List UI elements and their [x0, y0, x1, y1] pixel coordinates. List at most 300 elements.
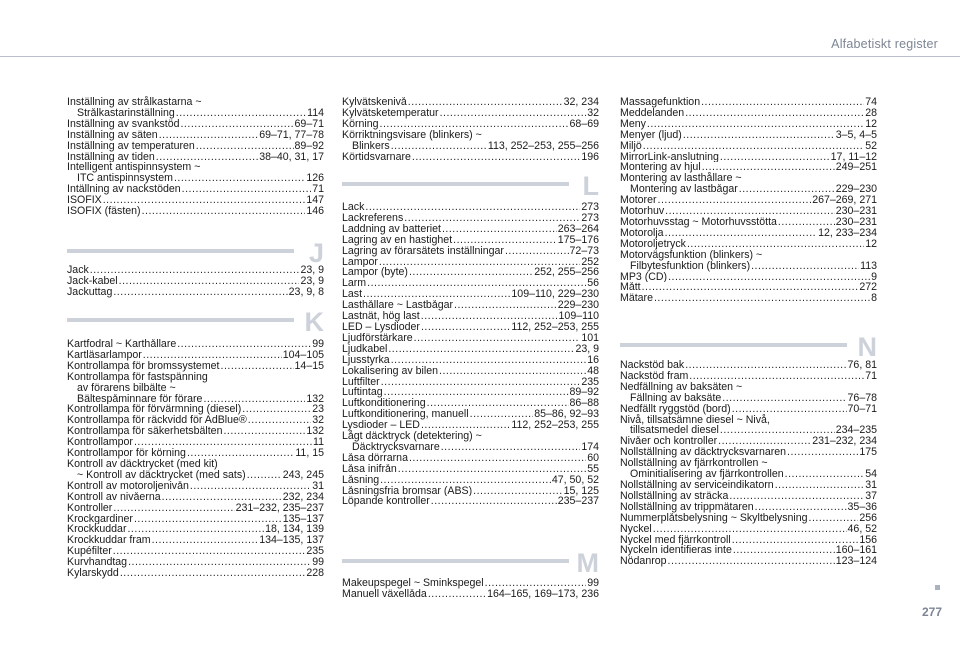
- entry-pages: 71: [312, 184, 324, 196]
- index-entry: [620, 535, 877, 546]
- index-entry: [620, 480, 877, 491]
- entry-term: Massagefunktion: [620, 97, 701, 108]
- entry-pages: 113: [860, 260, 877, 272]
- index-entry: [620, 545, 877, 556]
- dot-leader: [381, 377, 581, 388]
- index-entry: [342, 322, 599, 333]
- entry-pages: 60: [587, 452, 599, 464]
- entry-term: Nackstöd bak: [620, 360, 685, 371]
- entry-pages: 23: [312, 404, 324, 416]
- entry-term: Menyer (ljud): [620, 129, 682, 141]
- entry-pages: 132: [306, 426, 324, 438]
- entry-pages: 99: [312, 557, 324, 569]
- entry-term: Nedfällt ryggstöd (bord): [620, 403, 731, 415]
- dot-leader: [152, 535, 259, 546]
- index-entry: [67, 141, 324, 152]
- entry-term: Kartläsarlampor: [67, 349, 142, 361]
- entry-pages: 76–78: [847, 392, 877, 404]
- index-entry: [67, 470, 324, 481]
- entry-pages: 18, 134, 139: [265, 524, 324, 536]
- dot-leader: [720, 152, 830, 163]
- entry-term: tillsatsmedel diesel: [630, 425, 719, 437]
- index-entry: [342, 202, 599, 213]
- entry-term: Nollställning av däcktrycksvarnaren: [620, 447, 787, 459]
- dot-leader: [421, 311, 558, 322]
- dot-leader: [380, 475, 551, 486]
- dot-leader: [182, 184, 312, 195]
- dot-leader: [427, 398, 569, 409]
- entry-term: Montering av lastbågar: [630, 184, 738, 196]
- dot-leader: [409, 267, 533, 278]
- index-entry: [620, 272, 877, 283]
- entry-term: Kontrollampa för räckvidd för AdBlue®: [67, 415, 247, 427]
- entry-pages: 272: [859, 282, 877, 294]
- dot-leader: [775, 480, 865, 491]
- entry-term: ITC antispinnsystem: [77, 173, 173, 185]
- index-entry: [67, 108, 324, 119]
- entry-term: Meddelanden: [620, 107, 685, 119]
- index-entry: [67, 503, 324, 514]
- index-entry: [67, 206, 324, 217]
- dot-leader: [391, 141, 487, 152]
- index-entry: [620, 491, 877, 502]
- entry-term: Ljudförstärkare: [342, 332, 413, 344]
- entry-pages: 109–110: [558, 311, 599, 322]
- dot-leader: [642, 282, 859, 293]
- entry-pages: 12, 233–234: [818, 227, 877, 239]
- entry-pages: 175–176: [557, 234, 599, 246]
- entry-pages: 89–92: [294, 140, 324, 152]
- entry-pages: 48: [587, 365, 599, 377]
- entry-term: Laddning av batteriet: [342, 223, 441, 235]
- entry-term: Kylvätskenivå: [342, 97, 407, 108]
- dot-leader: [668, 272, 870, 283]
- entry-term: Luftintag: [342, 387, 383, 399]
- entry-pages: 74: [865, 97, 877, 108]
- index-entry: [342, 486, 599, 497]
- entry-pages: 28: [865, 107, 877, 119]
- dot-leader: [701, 97, 864, 108]
- index-entry: [67, 557, 324, 568]
- dot-leader: [223, 426, 305, 437]
- entry-term: Kontrollampa för säkerhetsbälten: [67, 426, 223, 438]
- entry-term: Krockkuddar fram: [67, 535, 151, 547]
- entry-pages: 14–15: [294, 360, 324, 372]
- entry-term: Kontrollampa för bromssystemet: [67, 360, 220, 372]
- entry-term: ISOFIX: [67, 195, 102, 207]
- entry-term: Löpande kontroller: [342, 496, 430, 508]
- dot-leader: [685, 360, 846, 371]
- index-entry: [67, 437, 324, 448]
- index-entry: [620, 425, 877, 436]
- index-entry: [620, 502, 877, 513]
- entry-term: Körning: [342, 118, 379, 130]
- entry-pages: 273: [581, 212, 599, 224]
- entry-pages: 17, 11–12: [830, 151, 877, 163]
- dot-leader: [454, 300, 557, 311]
- section-letter-j: J: [308, 238, 324, 268]
- entry-pages: 230–231: [835, 216, 877, 228]
- section-m: [342, 578, 599, 600]
- entry-term: Motoroljetryck: [620, 238, 686, 250]
- section-j: [67, 265, 324, 298]
- divider-bar: [342, 559, 569, 563]
- entry-term: Lagring av en hastighet: [342, 234, 453, 246]
- index-entry: [620, 282, 877, 293]
- dot-leader: [203, 394, 305, 405]
- letter-divider-l: [342, 171, 599, 203]
- section-k-continued: [342, 97, 599, 162]
- section-n: [620, 360, 877, 567]
- entry-term: Mått: [620, 282, 641, 294]
- section-k: [67, 339, 324, 579]
- entry-term: Inställning av strålkastarna ~: [67, 96, 202, 108]
- dot-leader: [809, 513, 859, 524]
- index-entry: [620, 228, 877, 239]
- dot-leader: [143, 350, 282, 361]
- index-entry: [67, 276, 324, 287]
- dot-leader: [134, 437, 312, 448]
- index-entry: [67, 524, 324, 535]
- entry-term: Kontroll av nivåerna: [67, 491, 161, 503]
- entry-pages: 99: [312, 339, 324, 350]
- index-entry: [620, 130, 877, 141]
- dot-leader: [404, 213, 580, 224]
- entry-pages: 235–237: [557, 496, 599, 508]
- page-number: 277: [921, 605, 942, 619]
- entry-term: Låsa dörrarna: [342, 452, 408, 464]
- index-column-2: [342, 0, 599, 649]
- index-entry: [342, 366, 599, 377]
- entry-pages: 146: [306, 206, 324, 217]
- entry-term: LED – Lysdioder: [342, 321, 420, 333]
- entry-pages: 35–36: [847, 501, 877, 513]
- dot-leader: [470, 409, 534, 420]
- index-entry: [67, 492, 324, 503]
- entry-term: Lasthållare ~ Lastbågar: [342, 300, 454, 312]
- entry-term: Kontrollampa för fastspänning: [67, 370, 208, 383]
- entry-term: Miljö: [620, 140, 642, 152]
- entry-term: Bältespåminnare för förare: [77, 393, 203, 405]
- dot-leader: [739, 184, 835, 195]
- index-entry: [620, 97, 877, 108]
- dot-leader: [421, 322, 510, 333]
- entry-pages: 71: [865, 370, 877, 382]
- dot-leader: [729, 491, 864, 502]
- entry-pages: 32: [312, 415, 324, 427]
- entry-term: Kartfodral ~ Karthållare: [67, 339, 177, 350]
- index-entry: [342, 224, 599, 235]
- entry-pages: 23, 9: [300, 275, 324, 287]
- dot-leader: [440, 108, 587, 119]
- entry-term: Motorvägsfunktion (blinkers) ~: [620, 248, 763, 261]
- dot-leader: [441, 442, 581, 453]
- entry-pages: 252, 255–256: [534, 267, 599, 279]
- entry-pages: 31: [865, 479, 877, 491]
- entry-term: Nyckeln identifieras inte: [620, 545, 732, 557]
- entry-term: Nivå, tillsatsämne diesel ~ Nivå,: [620, 413, 770, 426]
- dot-leader: [414, 333, 581, 344]
- entry-term: Nollställning av fjärrkontrollen ~: [620, 457, 768, 470]
- index-entry: [620, 458, 877, 469]
- entry-term: Manuell växellåda: [342, 588, 427, 600]
- entry-term: Kupéfilter: [67, 546, 112, 558]
- entry-term: Kylvätsketemperatur: [342, 107, 439, 119]
- entry-term: Luftkonditionering, manuell: [342, 409, 469, 421]
- dot-leader: [379, 257, 580, 268]
- entry-pages: 11: [313, 437, 324, 449]
- index-entry: [342, 431, 599, 442]
- dot-leader: [242, 404, 311, 415]
- entry-pages: 11, 15: [295, 448, 324, 459]
- entry-pages: 231–232, 235–237: [235, 502, 324, 514]
- dot-leader: [722, 393, 846, 404]
- index-entry: [342, 246, 599, 257]
- index-entry: [67, 184, 324, 195]
- entry-term: Lackreferens: [342, 212, 404, 224]
- entry-pages: 32, 234: [563, 97, 599, 108]
- index-entry: [67, 97, 324, 108]
- entry-term: Motorolja: [620, 227, 664, 239]
- entry-pages: 228: [306, 568, 324, 579]
- entry-pages: 47, 50, 52: [551, 474, 599, 486]
- dot-leader: [665, 228, 818, 239]
- entry-pages: 113, 252–253, 255–256: [487, 140, 599, 152]
- dot-leader: [391, 355, 587, 366]
- entry-pages: 174: [581, 441, 599, 453]
- index-entry: [342, 464, 599, 475]
- dot-leader: [428, 589, 486, 600]
- dot-leader: [785, 469, 865, 480]
- index-entry: [342, 152, 599, 163]
- entry-term: Jack-kabel: [67, 275, 118, 287]
- section-m-continued: [620, 97, 877, 304]
- dot-leader: [654, 293, 870, 304]
- entry-pages: 147: [306, 195, 324, 207]
- entry-term: Filbytesfunktion (blinkers): [630, 260, 751, 272]
- entry-pages: 232, 234: [282, 491, 324, 503]
- entry-pages: 134–135, 137: [259, 535, 324, 547]
- entry-pages: 23, 9: [300, 265, 324, 276]
- entry-pages: 31: [312, 480, 324, 492]
- entry-pages: 54: [865, 469, 877, 480]
- dot-leader: [643, 141, 864, 152]
- entry-pages: 135–137: [282, 513, 324, 525]
- dot-leader: [720, 425, 835, 436]
- entry-term: Nödanrop: [620, 556, 667, 568]
- entry-term: Lampor (byte): [342, 267, 408, 279]
- index-entry: [67, 173, 324, 184]
- entry-term: Nollställning av sträcka: [620, 490, 729, 502]
- index-entry: [620, 195, 877, 206]
- entry-pages: 164–165, 169–173, 236: [487, 588, 599, 600]
- index-entry: [67, 415, 324, 426]
- index-entry: [67, 162, 324, 173]
- entry-term: Inställning av svankstöd: [67, 118, 180, 130]
- dot-leader: [90, 265, 300, 276]
- entry-pages: 38–40, 31, 17: [259, 151, 324, 163]
- index-entry: [67, 404, 324, 415]
- entry-term: Kurvhandtag: [67, 557, 128, 569]
- index-entry: [342, 141, 599, 152]
- entry-term: Lagring av förarsätets inställningar: [342, 245, 504, 257]
- divider-bar: [67, 318, 294, 322]
- entry-term: Nyckel med fjärrkontroll: [620, 534, 731, 546]
- entry-term: Jack: [67, 265, 89, 276]
- entry-pages: 23, 9, 8: [288, 286, 324, 298]
- index-entry: [620, 108, 877, 119]
- index-entry: [342, 130, 599, 141]
- dot-leader: [388, 344, 574, 355]
- entry-term: Lokalisering av bilen: [342, 365, 438, 377]
- entry-pages: 37: [865, 490, 877, 502]
- index-entry: [620, 119, 877, 130]
- section-l: [342, 202, 599, 507]
- entry-term: Nollställning av serviceindikatorn: [620, 479, 774, 491]
- section-letter-m: M: [576, 548, 599, 578]
- dot-leader: [159, 130, 258, 141]
- entry-term: Montering av hjul: [620, 162, 701, 174]
- entry-pages: 15, 125: [563, 485, 599, 497]
- entry-term: Kontroller: [67, 502, 113, 514]
- index-column-3: [620, 0, 877, 649]
- entry-term: Ljusstyrka: [342, 354, 390, 366]
- entry-term: Lågt däcktryck (detektering) ~: [342, 430, 482, 443]
- index-entry: [620, 141, 877, 152]
- entry-pages: 231–232, 234: [812, 436, 877, 448]
- dot-leader: [755, 502, 847, 513]
- dot-leader: [190, 481, 311, 492]
- entry-pages: 112, 252–253, 255: [511, 321, 599, 333]
- index-entry: [342, 278, 599, 289]
- index-entry: [342, 355, 599, 366]
- index-entry: [620, 217, 877, 228]
- index-entry: [342, 344, 599, 355]
- index-entry: [620, 393, 877, 404]
- entry-term: MirrorLink-anslutning: [620, 151, 719, 163]
- dot-leader: [505, 246, 569, 257]
- entry-pages: 196: [581, 151, 599, 163]
- entry-term: Körriktningsvisare (blinkers) ~: [342, 128, 482, 141]
- entry-pages: 16: [587, 354, 599, 366]
- index-entry: [620, 152, 877, 163]
- entry-term: Krockkuddar: [67, 524, 127, 536]
- dot-leader: [683, 130, 835, 141]
- index-entry: [67, 568, 324, 579]
- index-entry: [342, 300, 599, 311]
- index-entry: [620, 436, 877, 447]
- index-entry: [342, 409, 599, 420]
- index-entry: [342, 311, 599, 322]
- entry-term: Intelligent antispinnsystem ~: [67, 161, 201, 174]
- entry-term: Nyckel: [620, 523, 652, 535]
- dot-leader: [119, 276, 300, 287]
- dot-leader: [365, 202, 580, 213]
- index-entry: [620, 173, 877, 184]
- dot-leader: [247, 470, 282, 481]
- dot-leader: [665, 206, 835, 217]
- dot-leader: [473, 486, 563, 497]
- dot-leader: [653, 524, 847, 535]
- entry-pages: 89–92: [569, 387, 599, 399]
- dot-leader: [485, 578, 587, 589]
- entry-pages: 69–71, 77–78: [259, 129, 324, 141]
- entry-pages: 109–110, 229–230: [511, 289, 599, 301]
- entry-pages: 175: [859, 447, 877, 459]
- entry-pages: 132: [306, 393, 324, 405]
- entry-pages: 256: [859, 512, 877, 524]
- entry-term: Körtidsvarnare: [342, 151, 411, 163]
- entry-pages: 76, 81: [847, 360, 877, 371]
- dot-leader: [658, 195, 812, 206]
- dot-leader: [367, 278, 586, 289]
- index-entry: [620, 513, 877, 524]
- entry-term: Montering av lasthållare ~: [620, 172, 742, 185]
- dot-leader: [113, 287, 287, 298]
- dot-leader: [409, 453, 586, 464]
- dot-leader: [408, 97, 563, 108]
- entry-term: av förarens bilbälte ~: [77, 381, 176, 394]
- dot-leader: [668, 556, 835, 567]
- entry-pages: 72–73: [569, 245, 599, 257]
- dot-leader: [113, 503, 234, 514]
- entry-pages: 101: [581, 332, 599, 344]
- index-entry: [342, 97, 599, 108]
- entry-term: Strålkastarinställning: [77, 107, 175, 119]
- dot-leader: [442, 224, 557, 235]
- index-entry: [67, 459, 324, 470]
- dot-leader: [134, 514, 282, 525]
- dot-leader: [398, 464, 586, 475]
- entry-pages: 32: [587, 107, 599, 119]
- index-entry: [620, 524, 877, 535]
- entry-term: Ljudkabel: [342, 343, 388, 355]
- entry-term: Kontrollampor: [67, 437, 133, 449]
- index-entry: [620, 360, 877, 371]
- index-entry: [342, 496, 599, 507]
- dot-leader: [180, 119, 293, 130]
- index-entry: [342, 589, 599, 600]
- index-entry: [620, 415, 877, 426]
- entry-pages: 234–235: [835, 425, 877, 437]
- section-letter-n: N: [857, 332, 877, 362]
- entry-term: Nollställning av trippmätaren: [620, 501, 754, 513]
- entry-pages: 52: [865, 140, 877, 152]
- entry-term: Meny: [620, 118, 646, 130]
- dot-leader: [431, 496, 557, 507]
- dot-leader: [685, 108, 864, 119]
- entry-term: Fällning av baksäte: [630, 392, 722, 404]
- dot-leader: [647, 119, 864, 130]
- index-entry: [620, 261, 877, 272]
- entry-term: Intällning av nackstöden: [67, 184, 181, 196]
- page-marker: [935, 585, 940, 590]
- entry-pages: 85–86, 92–93: [534, 409, 599, 421]
- dot-leader: [162, 492, 282, 503]
- entry-pages: 55: [587, 463, 599, 475]
- entry-term: Blinkers: [352, 140, 390, 152]
- index-entry: [342, 333, 599, 344]
- index-entry: [67, 265, 324, 276]
- index-entry: [620, 469, 877, 480]
- index-entry: [342, 257, 599, 268]
- index-entry: [342, 578, 599, 589]
- dot-leader: [453, 235, 557, 246]
- index-entry: [67, 546, 324, 557]
- index-entry: [620, 382, 877, 393]
- dot-leader: [384, 387, 569, 398]
- entry-pages: 263–264: [557, 223, 599, 235]
